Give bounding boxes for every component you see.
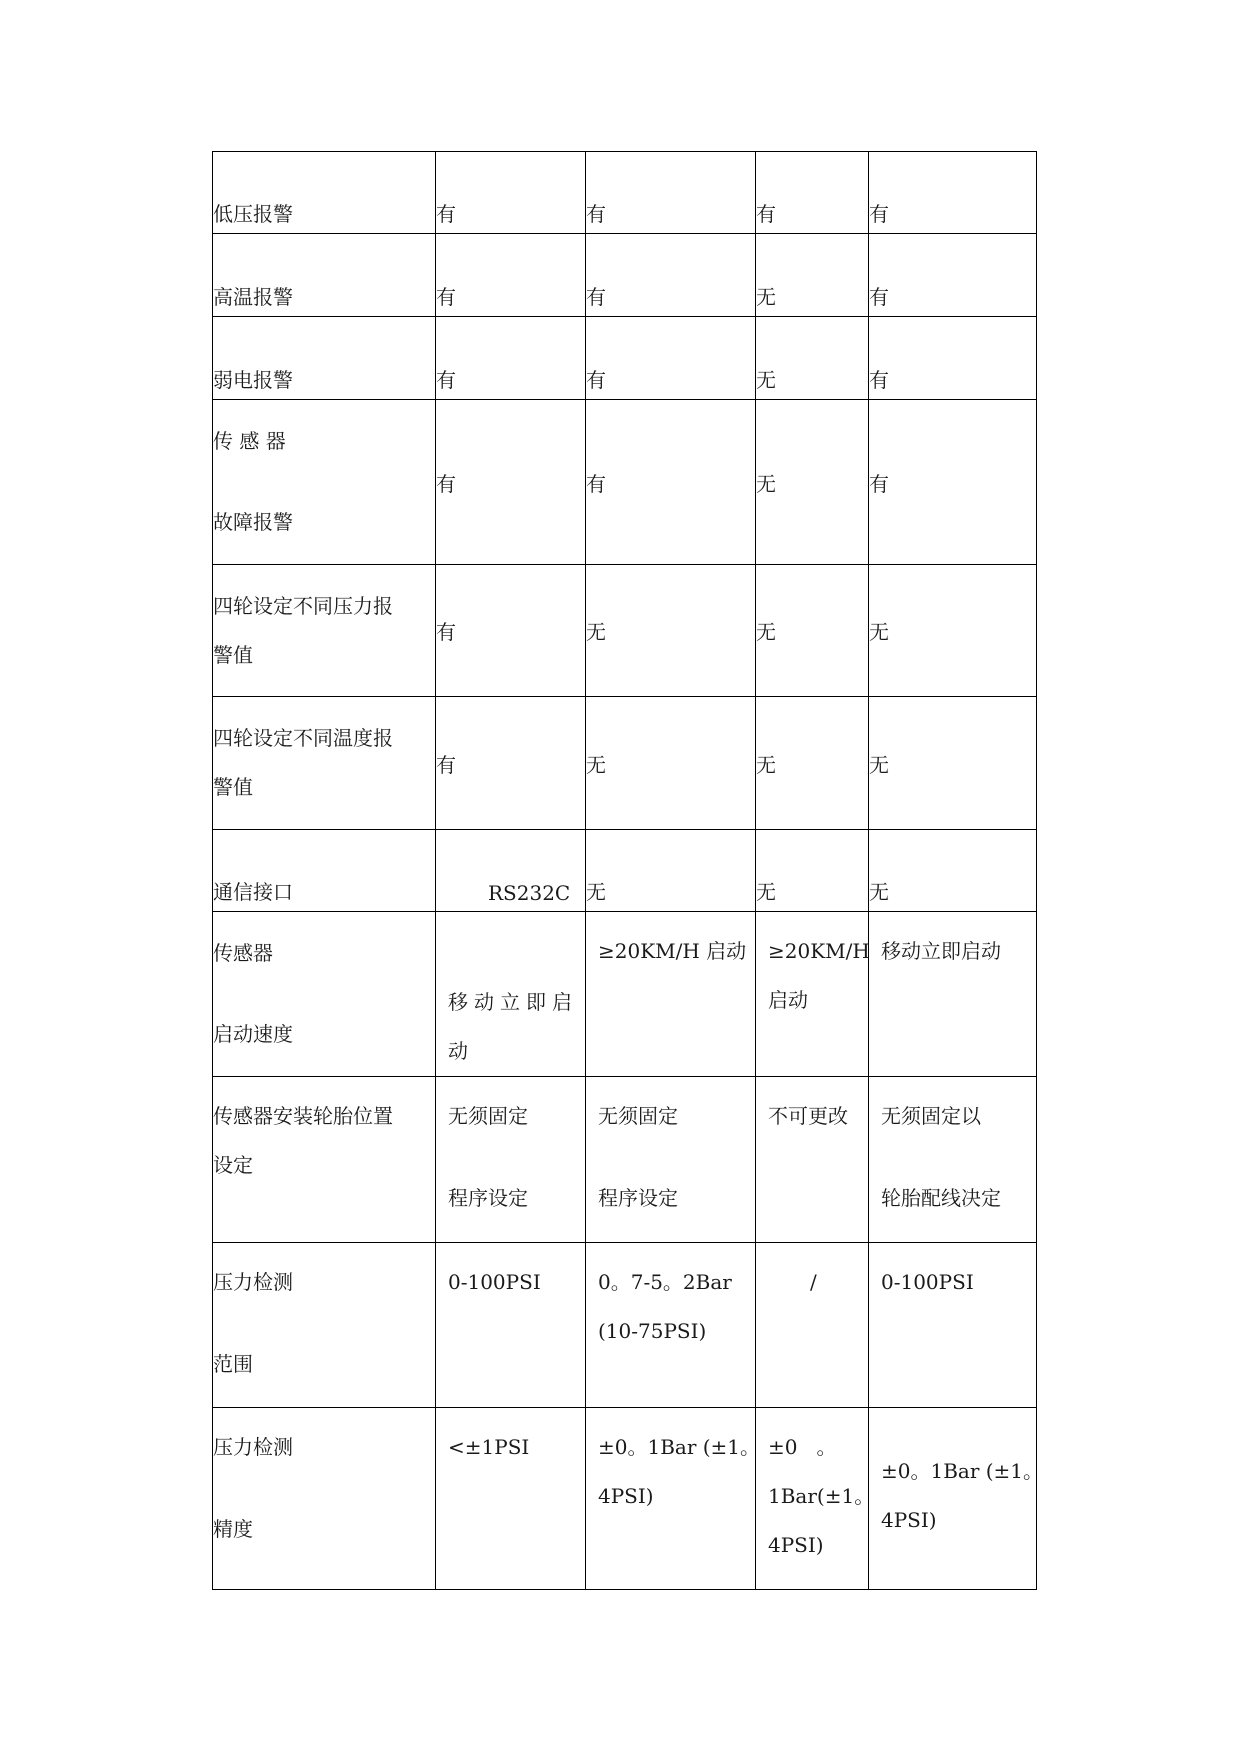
cell-text: RS232C — [488, 881, 571, 905]
table-row — [213, 830, 1037, 912]
cell-line: 4PSI) — [768, 1533, 824, 1557]
table-cell — [586, 1408, 761, 1590]
cell-text: 有 — [436, 471, 456, 496]
row-label-line: 压力检测 — [213, 1435, 293, 1459]
row-label — [213, 1243, 436, 1408]
cell-line: ≥20KM/H — [768, 939, 870, 963]
table-cell — [869, 1077, 1037, 1243]
table-cell — [869, 152, 1037, 234]
cell-text: 无 — [586, 620, 606, 644]
table-cell — [869, 1243, 1037, 1408]
cell-line: 0-100PSI — [448, 1270, 541, 1294]
cell-line: 无须固定 — [448, 1104, 528, 1128]
table-cell — [436, 1408, 586, 1590]
cell-line: 程序设定 — [448, 1186, 528, 1210]
cell-text: 无 — [586, 880, 606, 904]
table-cell — [586, 317, 756, 400]
cell-line: ±0。1Bar (±1。 — [598, 1435, 761, 1459]
cell-text: 有 — [436, 368, 456, 392]
table-cell — [586, 1243, 756, 1408]
cell-text: 有 — [756, 202, 776, 226]
row-label-line: 启动速度 — [213, 1022, 293, 1046]
table-row — [213, 912, 1037, 1077]
table-cell — [869, 400, 1037, 565]
cell-line: 无须固定 — [598, 1104, 678, 1128]
row-label-line: 四轮设定不同温度报 — [213, 726, 393, 750]
cell-line: ±0 。 — [768, 1435, 837, 1459]
table-cell — [586, 565, 756, 697]
row-label — [213, 317, 436, 400]
table-cell — [436, 1077, 586, 1243]
cell-line: 移动立即启 — [448, 990, 578, 1014]
cell-text: 有 — [586, 285, 606, 309]
table-row — [213, 234, 1037, 317]
table-row — [213, 152, 1037, 234]
table-cell — [586, 830, 756, 912]
row-label-line: 传感器安装轮胎位置 — [213, 1104, 393, 1128]
table-cell — [869, 830, 1037, 912]
spec-table — [212, 151, 1044, 1590]
table-cell — [756, 565, 869, 697]
cell-line: 1Bar(±1。 — [768, 1484, 875, 1508]
row-label — [213, 234, 436, 317]
row-label-text: 低压报警 — [213, 202, 293, 226]
table-cell — [756, 400, 869, 565]
cell-text: 无 — [756, 752, 776, 777]
table-cell — [436, 1243, 586, 1408]
cell-text: 无 — [869, 752, 889, 777]
row-label — [213, 565, 436, 697]
row-label-line: 设定 — [213, 1153, 253, 1177]
row-label-text: 通信接口 — [213, 880, 293, 904]
table-row — [213, 1243, 1037, 1408]
cell-line: 程序设定 — [598, 1186, 678, 1210]
table-cell — [436, 234, 586, 317]
table-cell — [756, 912, 869, 1077]
table-row — [213, 317, 1037, 400]
row-label — [213, 1077, 436, 1243]
table-cell — [436, 912, 586, 1077]
table-cell — [436, 400, 586, 565]
row-label — [213, 1408, 436, 1590]
cell-text: 无 — [869, 880, 889, 904]
cell-line: 4PSI) — [598, 1484, 654, 1508]
cell-text: 有 — [869, 368, 889, 392]
table-cell — [869, 697, 1037, 830]
cell-text: 有 — [869, 285, 889, 309]
table-cell — [756, 234, 869, 317]
table-cell — [436, 152, 586, 234]
table-cell — [869, 1408, 1044, 1590]
table-cell — [756, 830, 869, 912]
table-cell — [586, 152, 756, 234]
cell-text: 有 — [586, 368, 606, 392]
cell-line: 无须固定以 — [881, 1104, 981, 1128]
cell-line: <±1PSI — [448, 1435, 530, 1459]
row-label-line: 四轮设定不同压力报 — [213, 593, 393, 618]
cell-line: 动 — [448, 1039, 468, 1063]
cell-line: 移动立即启动 — [881, 939, 1001, 963]
table-row — [213, 1408, 1037, 1590]
table-cell — [586, 400, 756, 565]
table-cell — [756, 1077, 869, 1243]
cell-line: 0。7-5。2Bar — [598, 1270, 732, 1294]
cell-line: 启动 — [768, 988, 808, 1012]
cell-text: 无 — [756, 471, 776, 496]
row-label-line: 传 感 器 — [213, 429, 286, 453]
cell-line: 轮胎配线决定 — [881, 1186, 1001, 1210]
cell-text: 无 — [869, 620, 889, 644]
cell-line: (10-75PSI) — [598, 1319, 707, 1343]
cell-line: 0-100PSI — [881, 1270, 974, 1294]
cell-text: 有 — [436, 620, 456, 644]
table-cell — [869, 565, 1037, 697]
table-cell — [756, 697, 869, 830]
table-row — [213, 565, 1037, 697]
table-cell — [756, 1408, 875, 1590]
cell-line: ≥20KM/H 启动 — [598, 939, 747, 963]
row-label-line: 警值 — [213, 775, 253, 799]
table-cell — [436, 830, 586, 912]
cell-text: 有 — [869, 471, 889, 496]
row-label — [213, 912, 436, 1077]
table-cell — [756, 317, 869, 400]
cell-text: 无 — [756, 285, 776, 309]
table-cell — [586, 1077, 756, 1243]
cell-text: 无 — [756, 880, 776, 904]
row-label-line: 精度 — [213, 1517, 253, 1541]
cell-text: 无 — [756, 368, 776, 392]
table-cell — [586, 234, 756, 317]
table-cell — [869, 234, 1037, 317]
row-label-line: 范围 — [213, 1352, 253, 1376]
row-label — [213, 697, 436, 830]
cell-text: 有 — [869, 202, 889, 226]
table-cell — [586, 697, 756, 830]
row-label-line: 传感器 — [213, 941, 273, 965]
row-label — [213, 830, 436, 912]
table-cell — [436, 697, 586, 830]
row-label-line: 压力检测 — [213, 1270, 293, 1294]
row-label-text: 高温报警 — [213, 285, 293, 309]
table-cell — [756, 152, 869, 234]
table-row — [213, 1077, 1037, 1243]
table-cell — [586, 912, 756, 1077]
cell-line: ±0。1Bar (±1。 — [881, 1459, 1044, 1483]
cell-text: 有 — [436, 285, 456, 309]
table-cell — [436, 565, 586, 697]
row-label-line: 警值 — [213, 642, 253, 667]
table-row — [213, 400, 1037, 565]
cell-text: 无 — [756, 620, 776, 644]
table-cell — [869, 317, 1037, 400]
cell-line: 4PSI) — [881, 1508, 937, 1532]
row-label — [213, 152, 436, 234]
cell-line: / — [810, 1270, 817, 1294]
row-label-text: 弱电报警 — [213, 368, 293, 392]
table-row — [213, 697, 1037, 830]
cell-text: 有 — [436, 202, 456, 226]
cell-text: 有 — [586, 471, 606, 496]
cell-text: 无 — [586, 752, 606, 777]
cell-text: 有 — [586, 202, 606, 226]
cell-line: 不可更改 — [768, 1104, 848, 1128]
cell-text: 有 — [436, 752, 456, 777]
table-cell — [436, 317, 586, 400]
row-label-line: 故障报警 — [213, 510, 293, 534]
table-cell — [869, 912, 1037, 1077]
table-cell — [756, 1243, 869, 1408]
row-label — [213, 400, 436, 565]
